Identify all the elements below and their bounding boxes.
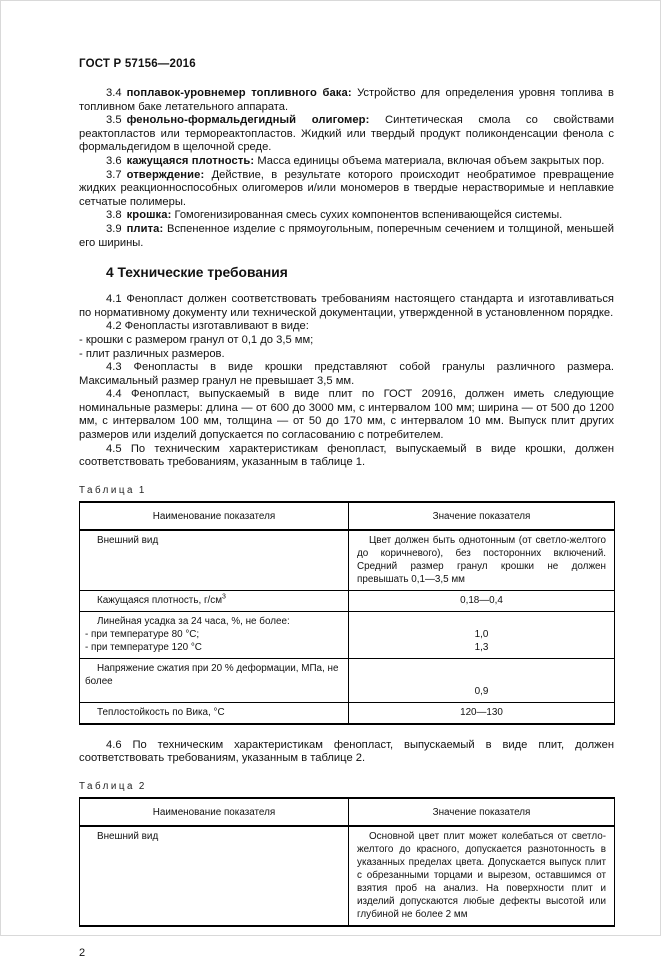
term-number: 3.5 <box>106 114 122 127</box>
table2-header-row <box>80 798 615 826</box>
term-name: плита: <box>126 222 164 235</box>
term-name: кажущаяся плотность: <box>126 154 255 167</box>
indicator-subitem: - при температуре 80 °С; <box>85 628 200 640</box>
paragraph-4-4: 4.4 Фенопласт, выпускаемый в виде плит по ГОСТ 20916, должен иметь следующие номинальные размеры: длина — от 600 до 3000 мм, с интервалом 100 мм; ширина — от 500 до 1200 мм, с интервалом 100 мм, толщина — от 50 до 170 мм, с интервалом 10 мм. Выпуск плит других размеров или изделий допускается по согласованию с потребителем. <box>79 388 614 442</box>
term-name: поплавок-уровнемер топливного бака: <box>126 87 352 99</box>
definition-3-6 <box>79 155 614 169</box>
indicator-name: Кажущаяся плотность, $г/см^3$ <box>97 593 226 606</box>
document-title: ГОСТ Р 57156—2016 <box>79 58 196 70</box>
paragraph-4-2: 4.2 Фенопласты изготавливают в виде: <box>106 320 309 333</box>
table2-row-appearance <box>80 826 615 926</box>
paragraph-4-1: 4.1 Фенопласт должен соответствовать требованиям настоящего стандарта и изготавливаться по нормативному документу или технической документации, утвержденной в установленном порядке. <box>79 293 614 319</box>
table1-row-density <box>80 590 615 611</box>
definition-3-4 <box>79 87 614 114</box>
table2-col1-header: Наименование показателя <box>80 798 349 826</box>
indicator-name: Линейная усадка за 24 часа, %, не более: <box>97 615 290 627</box>
indicator-value: 1,0 <box>474 628 489 640</box>
section-title: Технические требования <box>117 265 288 281</box>
table2-label: Таблица 2 <box>79 781 145 793</box>
definition-3-9 <box>79 223 614 250</box>
term-name: отверждение: <box>126 168 205 181</box>
term-definition: Масса единицы объема материала, включая объем закрытых пор. <box>257 154 605 167</box>
paragraph-4-5: 4.5 По техническим характеристикам фенопласт, выпускаемый в виде крошки, должен соответствовать требованиям, указанным в таблице 1. <box>79 442 614 469</box>
indicator-value: 0,9 <box>349 658 615 702</box>
term-definition: Гомогенизированная смесь сухих компонентов вспенивающейся системы. <box>174 209 563 222</box>
list-item-kroshka: - крошки с размером гранул от 0,1 до 3,5 мм; <box>79 333 314 346</box>
term-number: 3.7 <box>106 168 122 181</box>
term-definition: Синтетическая смола со свойствами реактопластов или термореактопластов. Жидкий или твердый продукт поликонденсации фенола с формальдегидом в щелочной среде. <box>79 114 614 154</box>
term-name: фенольно-формальдегидный олигомер: <box>126 114 370 127</box>
indicator-value: 120—130 <box>349 702 615 724</box>
section-heading <box>79 265 614 280</box>
indicator-name: Теплостойкость по Вика, °С <box>97 706 225 718</box>
table1-row-compression <box>80 658 615 702</box>
term-number: 3.6 <box>106 154 122 167</box>
value-spacer <box>355 615 608 628</box>
indicator-value: 0,18—0,4 <box>349 590 615 611</box>
document-page <box>1 1 661 959</box>
table2-col2-header: Значение показателя <box>349 798 615 826</box>
section-number: 4 <box>106 265 114 281</box>
definition-3-8 <box>79 209 614 223</box>
indicator-subitem: - при температуре 120 °С <box>85 641 202 653</box>
table2 <box>79 797 615 927</box>
table1-row-heat-resistance <box>80 702 615 724</box>
table1-col2-header: Значение показателя <box>349 502 615 530</box>
term-definition: Действие, в результате которого происходит необратимое превращение жидких реакционноспособных олигомеров и/или мономеров в твердые нерастворимые и неплавкие сетчатые полимеры. <box>79 168 614 208</box>
paragraph-4-6: 4.6 По техническим характеристикам фенопласт, выпускаемый в виде плит, должен соответствовать требованиям, указанным в таблице 2. <box>79 738 614 765</box>
indicator-value: Основной цвет плит может колебаться от светло-желтого до красного, допускается разнотонность в указанных пределах цвета. Допускается выпуск плит с обрезанными торцами и вырезом, оставшимся от взятия проб на анализ. На поверхности плит и изделий допускаются любые дефекты высотой или глубиной не более 2 мм <box>357 831 606 921</box>
indicator-name: Напряжение сжатия при 20 % деформации, МПа, не более <box>85 662 339 687</box>
term-definition: Устройство для определения уровня топлива в топливном баке летательного аппарата. <box>79 87 614 113</box>
table1-row-appearance <box>80 530 615 591</box>
table1 <box>79 501 615 725</box>
definition-3-5 <box>79 114 614 155</box>
indicator-value: Цвет должен быть однотонным (от светло-желтого до коричневого), без посторонних включений. Средний размер гранул крошки не должен превышать 0,1—3,5 мм <box>357 534 606 585</box>
table1-col1-header: Наименование показателя <box>80 502 349 530</box>
paragraph-4-3: 4.3 Фенопласты в виде крошки представляют собой гранулы различного размера. Максимальный размер гранул не превышает 3,5 мм. <box>79 361 614 387</box>
term-number: 3.9 <box>106 222 122 235</box>
term-definition: Вспененное изделие с прямоугольным, поперечным сечением и толщиной, меньшей его ширины. <box>79 222 615 249</box>
term-name: крошка: <box>126 209 172 222</box>
table1-header-row <box>80 502 615 530</box>
indicator-name: Внешний вид <box>97 534 159 546</box>
indicator-name: Внешний вид <box>97 831 159 843</box>
list-item-plity: - плит различных размеров. <box>79 347 225 360</box>
definition-3-7 <box>79 169 614 210</box>
indicator-value: 1,3 <box>474 641 489 653</box>
term-number: 3.8 <box>106 209 122 222</box>
table1-label: Таблица 1 <box>79 484 145 496</box>
page-number: 2 <box>79 947 86 959</box>
table1-row-shrinkage <box>80 611 615 658</box>
term-number: 3.4 <box>106 87 122 99</box>
